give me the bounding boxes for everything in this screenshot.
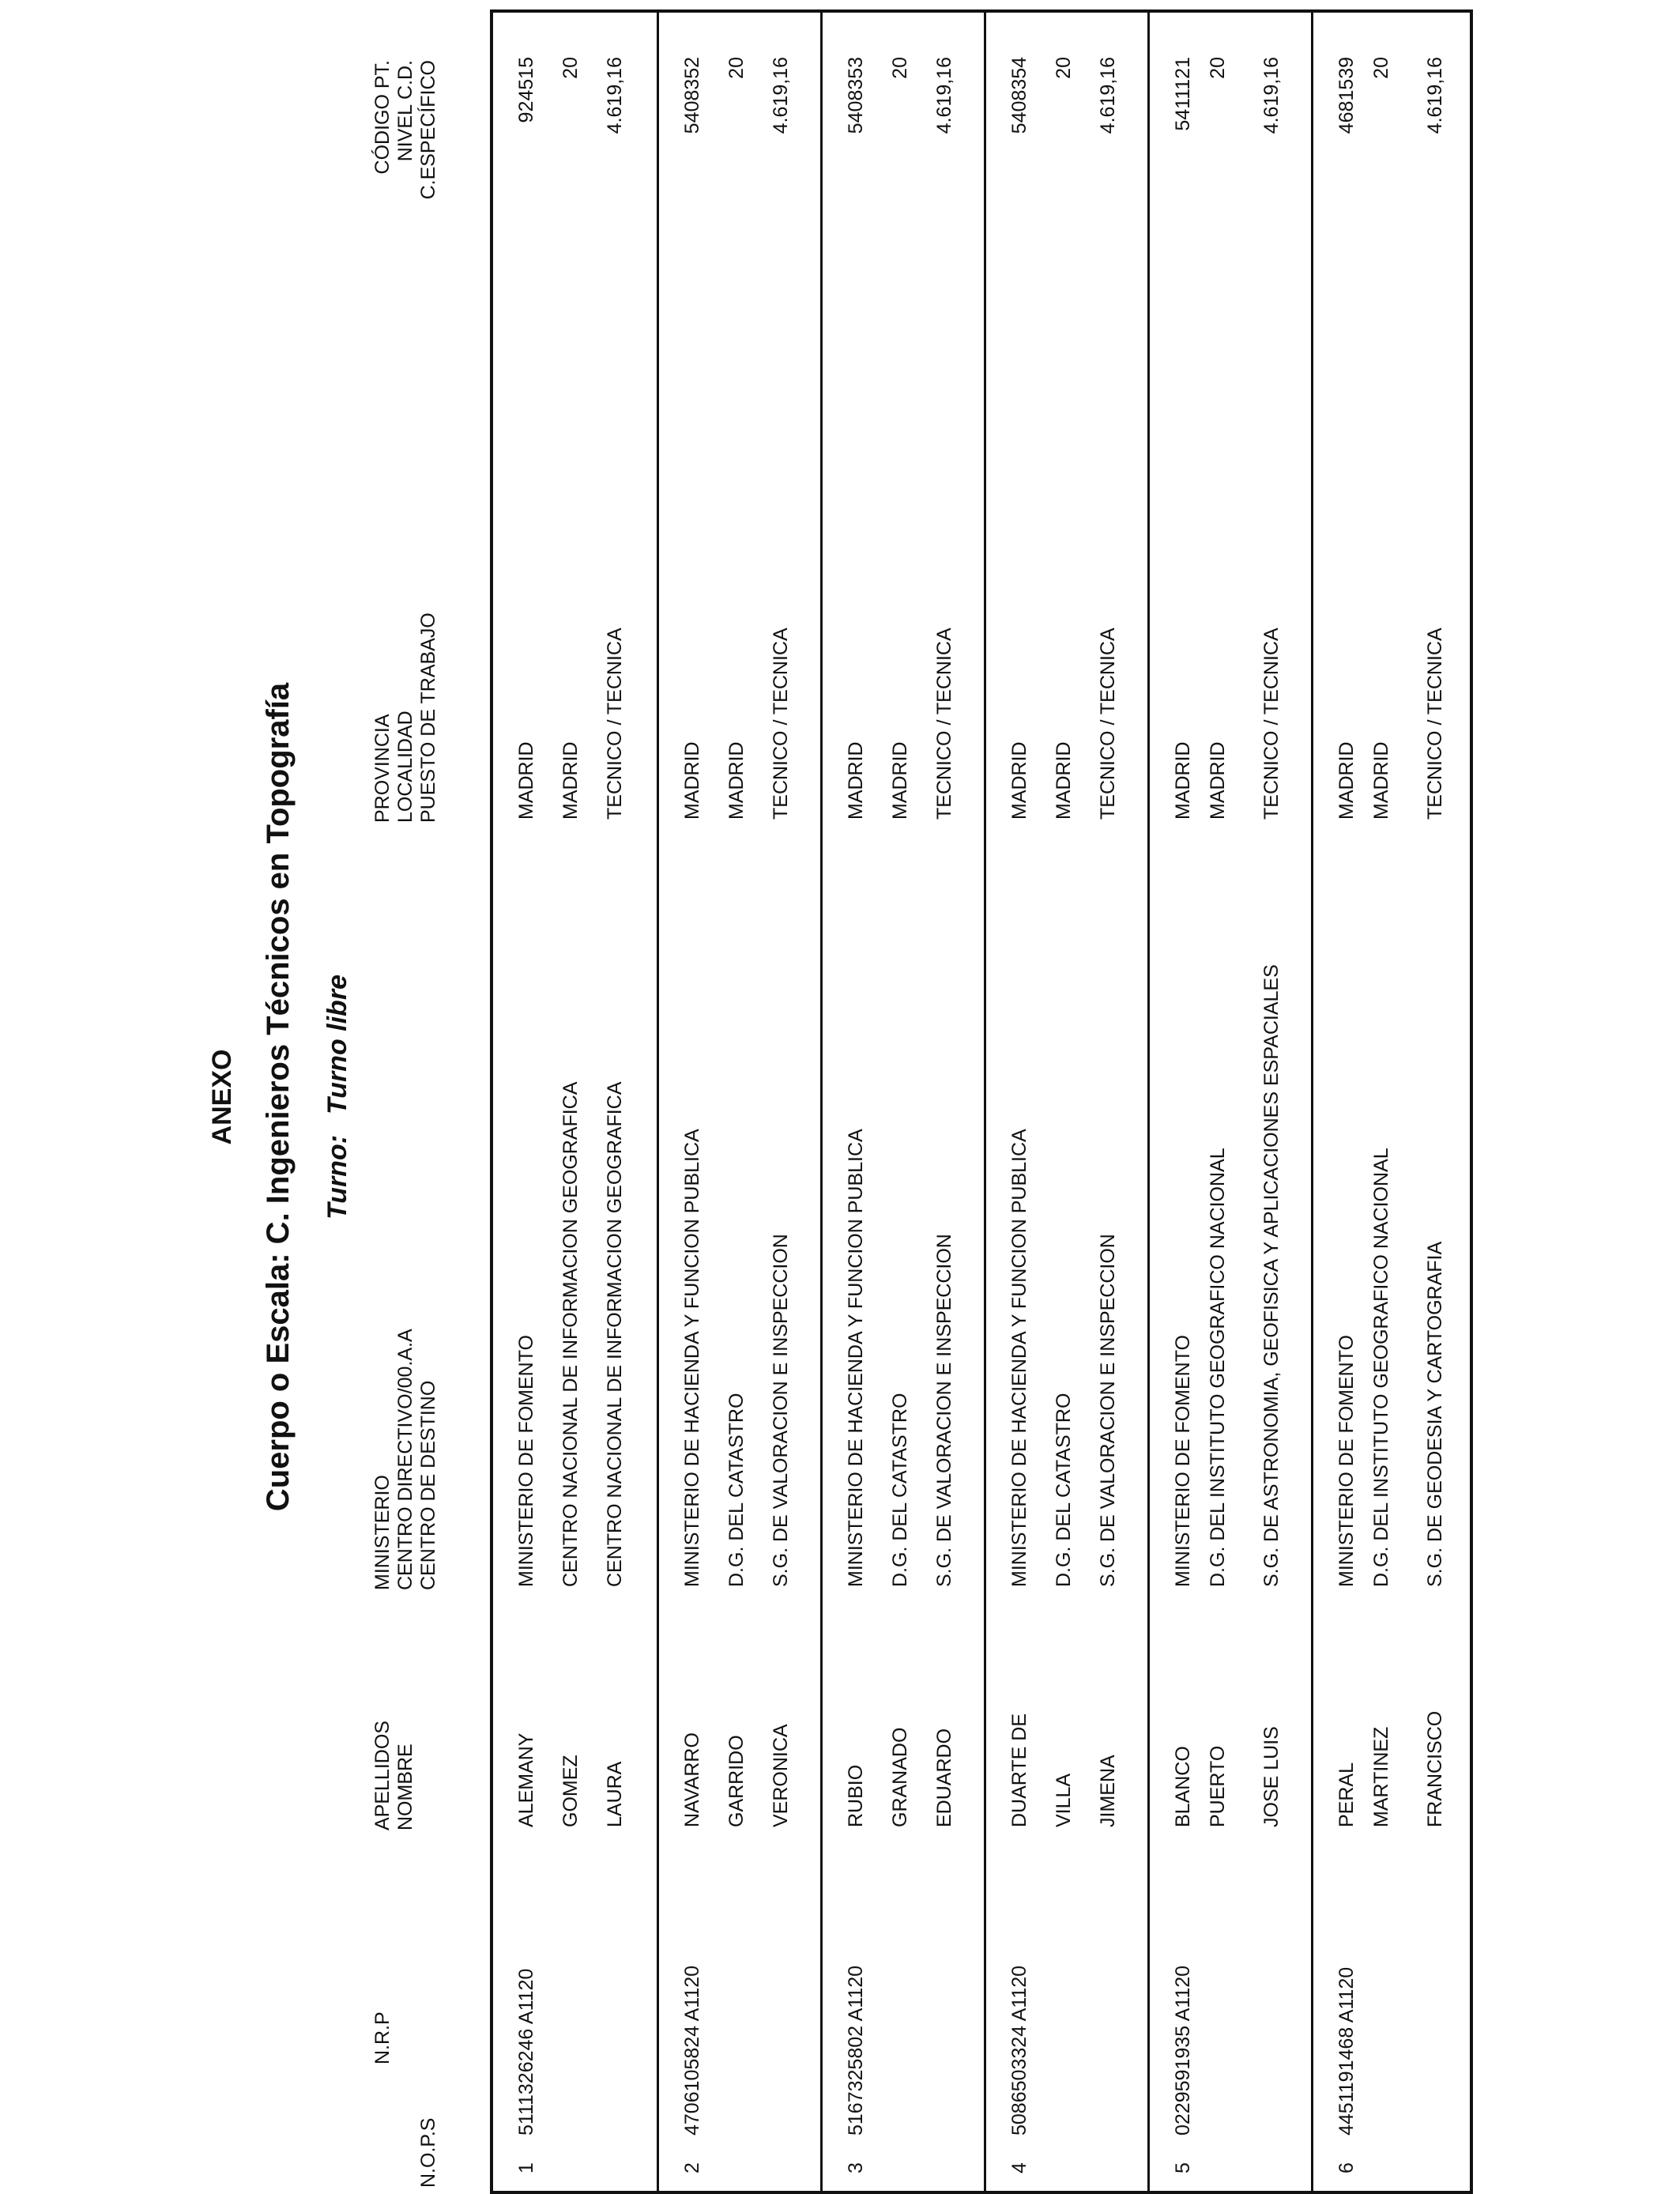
row-puesto: TECNICO / TECNICA (1097, 628, 1119, 820)
row-ministerio: MINISTERIO DE FOMENTO (1335, 1335, 1358, 1587)
row-ministerio: MINISTERIO DE FOMENTO (515, 1335, 537, 1587)
row-centro-directivo: CENTRO NACIONAL DE INFORMACION GEOGRAFICA (559, 1081, 582, 1587)
header-apellidos (371, 1721, 417, 1830)
table-row (820, 13, 984, 2191)
header-nops (417, 2118, 440, 2188)
row-number: 2 (681, 2162, 703, 2173)
row-especifico: 4.619,16 (1424, 57, 1446, 134)
row-ministerio: MINISTERIO DE HACIENDA Y FUNCION PUBLICA (845, 1129, 867, 1587)
row-codigo: 5408353 (845, 57, 867, 134)
row-puesto: TECNICO / TECNICA (604, 628, 626, 820)
row-centro-destino: CENTRO NACIONAL DE INFORMACION GEOGRAFICA (604, 1081, 626, 1587)
header-provincia (371, 613, 440, 823)
row-apellido-1: PERAL (1335, 1762, 1358, 1827)
row-centro-directivo: D.G. DEL CATASTRO (889, 1393, 911, 1587)
row-number: 6 (1335, 2162, 1358, 2173)
row-nrp: 4706105824 A1120 (681, 1965, 703, 2136)
header-nrp-label: N.R.P (371, 2011, 394, 2064)
table-row (657, 13, 820, 2191)
row-provincia: MADRID (1335, 741, 1358, 820)
row-number: 3 (845, 2162, 867, 2173)
row-especifico: 4.619,16 (604, 57, 626, 134)
header-provincia-label: PROVINCIA (371, 714, 394, 823)
row-nrp: 5086503324 A1120 (1008, 1965, 1030, 2136)
header-apellidos-label: APELLIDOS (371, 1721, 394, 1830)
row-nombre: FRANCISCO (1424, 1710, 1446, 1827)
shift-label: Turno: (322, 1134, 352, 1220)
row-nombre: LAURA (604, 1761, 626, 1827)
row-provincia: MADRID (845, 741, 867, 820)
row-centro-directivo: D.G. DEL INSTITUTO GEOGRAFICO NACIONAL (1207, 1148, 1229, 1587)
row-apellido-2: GOMEZ (559, 1755, 582, 1827)
header-centro-directivo-label: CENTRO DIRECTIVO/00.A.A (394, 1329, 416, 1590)
row-apellido-2: GARRIDO (725, 1735, 748, 1827)
shift-value: Turno libre (322, 974, 352, 1114)
row-centro-directivo: D.G. DEL CATASTRO (1053, 1393, 1075, 1587)
table-row (493, 13, 657, 2191)
results-table (490, 9, 1473, 2194)
row-number: 1 (515, 2162, 537, 2173)
row-number: 5 (1172, 2162, 1194, 2173)
row-apellido-1: NAVARRO (681, 1732, 703, 1827)
shift-line (322, 0, 353, 2194)
header-nivel-label: NIVEL C.D. (394, 60, 416, 162)
row-localidad: MADRID (889, 741, 911, 820)
corps-title: Cuerpo o Escala: C. Ingenieros Técnicos en Topografía (261, 682, 296, 1512)
row-provincia: MADRID (1172, 741, 1194, 820)
row-centro-directivo: D.G. DEL INSTITUTO GEOGRAFICO NACIONAL (1370, 1148, 1392, 1587)
row-codigo: 5408354 (1008, 57, 1030, 134)
row-puesto: TECNICO / TECNICA (1424, 628, 1446, 820)
row-nombre: VERONICA (770, 1724, 792, 1827)
row-nombre: JOSE LUIS (1260, 1726, 1283, 1827)
row-localidad: MADRID (725, 741, 748, 820)
row-apellido-1: BLANCO (1172, 1746, 1194, 1827)
row-especifico: 4.619,16 (1097, 57, 1119, 134)
header-especifico-label: C.ESPECÍFICO (417, 60, 439, 200)
row-centro-destino: S.G. DE VALORACION E INSPECCION (1097, 1234, 1119, 1587)
table-row (1147, 13, 1311, 2191)
row-ministerio: MINISTERIO DE HACIENDA Y FUNCION PUBLICA (681, 1129, 703, 1587)
header-puesto-label: PUESTO DE TRABAJO (417, 613, 439, 823)
row-puesto: TECNICO / TECNICA (1260, 628, 1283, 820)
table-row (984, 13, 1147, 2191)
row-localidad: MADRID (1370, 741, 1392, 820)
row-codigo: 924515 (515, 57, 537, 123)
row-codigo: 5411121 (1172, 57, 1194, 131)
row-provincia: MADRID (681, 741, 703, 820)
row-centro-destino: S.G. DE GEODESIA Y CARTOGRAFIA (1424, 1241, 1446, 1587)
row-codigo: 4681539 (1335, 57, 1358, 134)
row-ministerio: MINISTERIO DE HACIENDA Y FUNCION PUBLICA (1008, 1129, 1030, 1587)
row-nrp: 0229591935 A1120 (1172, 1965, 1194, 2136)
row-centro-directivo: D.G. DEL CATASTRO (725, 1393, 748, 1587)
row-nrp: 5167325802 A1120 (845, 1965, 867, 2136)
row-number: 4 (1008, 2162, 1030, 2173)
annex-title: ANEXO (207, 1049, 237, 1145)
row-apellido-2: PUERTO (1207, 1745, 1229, 1827)
row-nombre: JIMENA (1097, 1755, 1119, 1827)
row-puesto: TECNICO / TECNICA (770, 628, 792, 820)
row-centro-destino: S.G. DE VALORACION E INSPECCION (770, 1234, 792, 1587)
header-centro-destino-label: CENTRO DE DESTINO (417, 1380, 439, 1590)
row-puesto: TECNICO / TECNICA (933, 628, 955, 820)
row-especifico: 4.619,16 (1260, 57, 1283, 134)
row-provincia: MADRID (1008, 741, 1030, 820)
row-especifico: 4.619,16 (933, 57, 955, 134)
row-apellido-1: RUBIO (845, 1764, 867, 1827)
row-nrp: 5111326246 A1120 (515, 1968, 537, 2136)
row-localidad: MADRID (1207, 741, 1229, 820)
row-localidad: MADRID (559, 741, 582, 820)
header-nops-label: N.O.P.S (417, 2117, 439, 2188)
header-localidad-label: LOCALIDAD (394, 711, 416, 823)
row-nrp: 4451191468 A1120 (1335, 1966, 1358, 2136)
header-nombre-label: NOMBRE (394, 1744, 416, 1830)
table-row (1311, 13, 1470, 2191)
row-apellido-1: DUARTE DE (1008, 1713, 1030, 1827)
row-nombre: EDUARDO (933, 1728, 955, 1827)
row-apellido-2: GRANADO (889, 1727, 911, 1827)
row-apellido-2: VILLA (1053, 1773, 1075, 1827)
row-centro-destino: S.G. DE ASTRONOMIA, GEOFISICA Y APLICACIONES ESPACIALES (1260, 964, 1283, 1587)
header-ministerio-label: MINISTERIO (371, 1475, 394, 1590)
header-nrp (371, 2011, 394, 2064)
header-ministerio (371, 1329, 440, 1590)
row-apellido-2: MARTINEZ (1370, 1726, 1392, 1827)
row-nivel: 20 (1370, 57, 1392, 79)
row-provincia: MADRID (515, 741, 537, 820)
row-localidad: MADRID (1053, 741, 1075, 820)
row-nivel: 20 (889, 57, 911, 79)
row-nivel: 20 (1053, 57, 1075, 79)
row-codigo: 5408352 (681, 57, 703, 134)
row-apellido-1: ALEMANY (515, 1732, 537, 1827)
header-codigo (371, 60, 440, 424)
row-especifico: 4.619,16 (770, 57, 792, 134)
row-nivel: 20 (1207, 57, 1229, 79)
row-centro-destino: S.G. DE VALORACION E INSPECCION (933, 1234, 955, 1587)
row-nivel: 20 (725, 57, 748, 79)
row-nivel: 20 (559, 57, 582, 79)
row-ministerio: MINISTERIO DE FOMENTO (1172, 1335, 1194, 1587)
header-codigo-label: CÓDIGO PT. (371, 60, 394, 175)
